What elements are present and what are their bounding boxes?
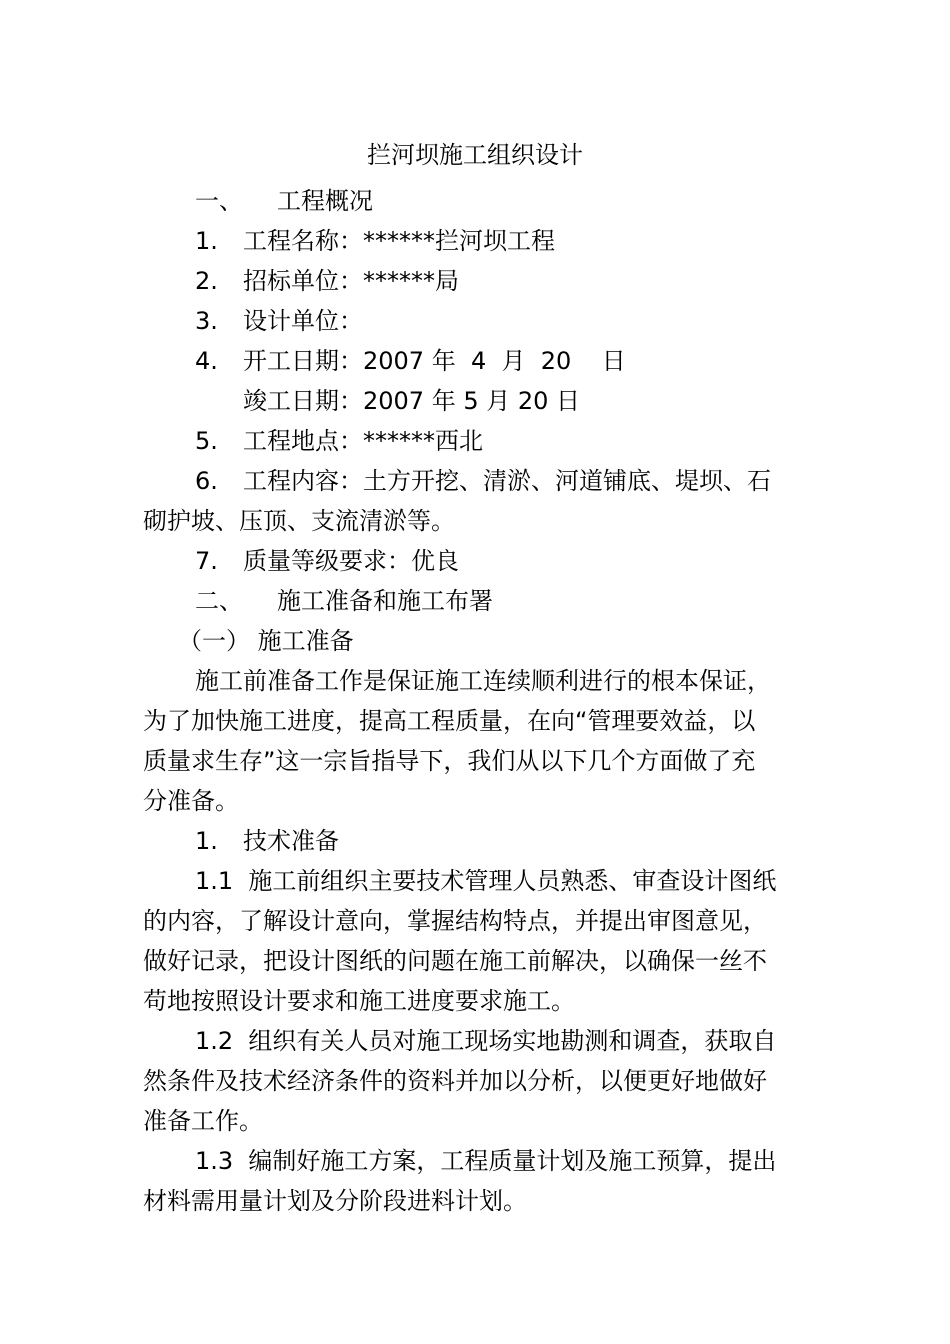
document-title: 拦河坝施工组织设计 bbox=[367, 141, 583, 169]
item-text: 质量等级要求：优良 bbox=[243, 547, 459, 575]
item-number: 1. bbox=[195, 227, 218, 255]
item-number: 5. bbox=[195, 427, 218, 455]
list-item bbox=[195, 466, 771, 496]
paragraph-line: 苟地按照设计要求和施工进度要求施工。 bbox=[143, 987, 575, 1015]
item-text: 设计单位： bbox=[243, 307, 363, 335]
subsection-heading: （一） 施工准备 bbox=[178, 627, 354, 655]
section-title: 施工准备和施工布署 bbox=[277, 587, 493, 615]
paragraph-line: 为了加快施工进度，提高工程质量，在向“管理要效益，以 bbox=[143, 707, 756, 735]
paragraph-line: 分准备。 bbox=[143, 787, 239, 815]
section-heading bbox=[195, 586, 493, 616]
item-number: 6. bbox=[195, 467, 218, 495]
paragraph-line: 准备工作。 bbox=[143, 1107, 263, 1135]
section-title: 工程概况 bbox=[277, 187, 373, 215]
paragraph-line: 施工前准备工作是保证施工连续顺利进行的根本保证， bbox=[195, 667, 771, 695]
list-item bbox=[195, 226, 555, 256]
paragraph-line: 材料需用量计划及分阶段进料计划。 bbox=[143, 1187, 527, 1215]
paragraph-line: 1.1 施工前组织主要技术管理人员熟悉、审查设计图纸 bbox=[195, 867, 777, 895]
paragraph-line: 1.2 组织有关人员对施工现场实地勘测和调查，获取自 bbox=[195, 1027, 777, 1055]
item-text: 工程内容：土方开挖、清淤、河道铺底、堤坝、石 bbox=[243, 467, 771, 495]
paragraph-line: 做好记录，把设计图纸的问题在施工前解决，以确保一丝不 bbox=[143, 947, 767, 975]
item-number: 2. bbox=[195, 267, 218, 295]
list-item bbox=[195, 306, 363, 336]
list-item-continuation: 竣工日期：2007 年 5 月 20 日 bbox=[243, 387, 581, 415]
item-number: 3. bbox=[195, 307, 218, 335]
item-number: 1. bbox=[195, 827, 218, 855]
item-text: 技术准备 bbox=[243, 827, 339, 855]
list-item bbox=[195, 426, 483, 456]
paragraph-line: 质量求生存”这一宗旨指导下，我们从以下几个方面做了充 bbox=[143, 747, 756, 775]
section-number: 一、 bbox=[195, 187, 243, 215]
paragraph-line: 的内容，了解设计意向，掌握结构特点，并提出审图意见， bbox=[143, 907, 767, 935]
item-text: 开工日期：2007 年 4 月 20 日 bbox=[243, 347, 626, 375]
list-item-continuation: 砌护坡、压顶、支流清淤等。 bbox=[143, 507, 455, 535]
item-text: 工程地点：******西北 bbox=[243, 427, 483, 455]
list-item bbox=[195, 346, 626, 376]
item-text: 工程名称：******拦河坝工程 bbox=[243, 227, 555, 255]
section-heading bbox=[195, 186, 373, 216]
list-item bbox=[195, 546, 459, 576]
paragraph-line: 然条件及技术经济条件的资料并加以分析，以便更好地做好 bbox=[143, 1067, 767, 1095]
item-number: 7. bbox=[195, 547, 218, 575]
list-item bbox=[195, 826, 339, 856]
section-number: 二、 bbox=[195, 587, 243, 615]
item-number: 4. bbox=[195, 347, 218, 375]
list-item bbox=[195, 266, 459, 296]
paragraph-line: 1.3 编制好施工方案，工程质量计划及施工预算，提出 bbox=[195, 1147, 777, 1175]
item-text: 招标单位：******局 bbox=[243, 267, 459, 295]
